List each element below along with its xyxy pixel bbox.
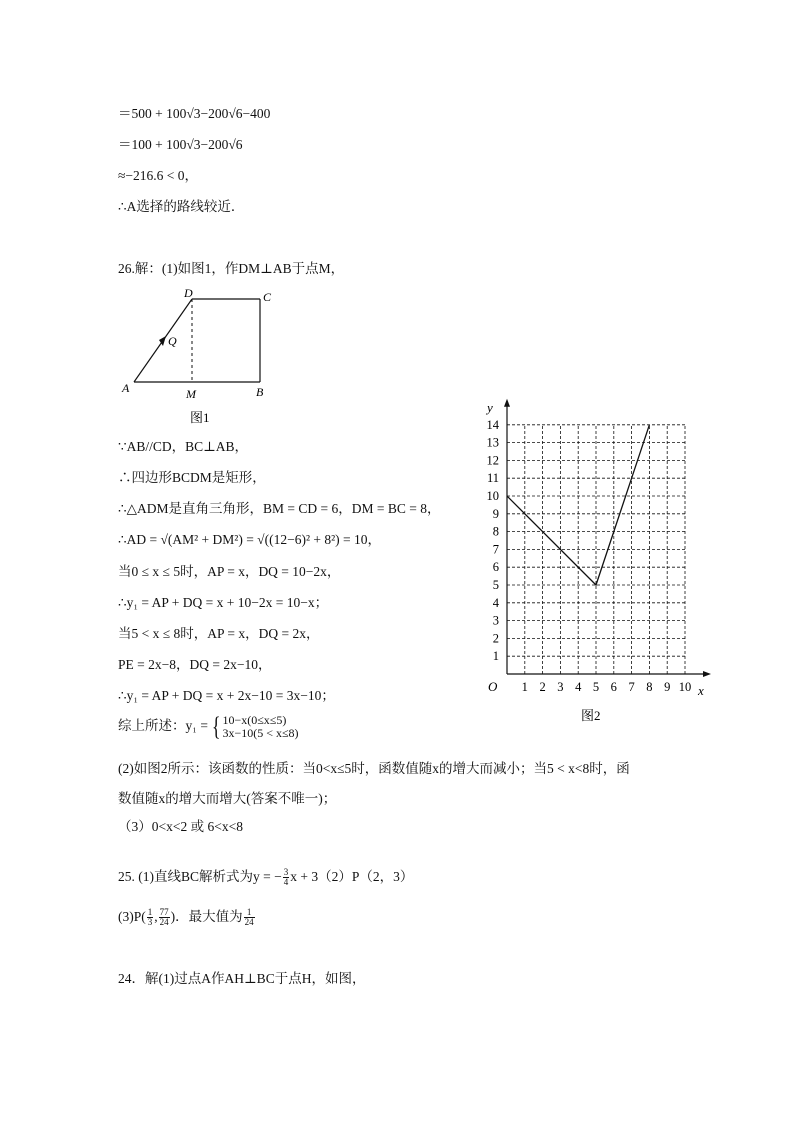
y-tick-label: 4 [492, 595, 499, 610]
case-1-condition: 当0 ≤ x ≤ 5时，AP = x，DQ = 10−2x， [118, 564, 341, 579]
part-2-line-1: (2)如图2所示：该函数的性质：当0<x≤5时，函数值随x的增大而减小；当5 < x<8时，函 [118, 761, 630, 776]
y-tick-label: 9 [492, 506, 499, 521]
piecewise-summary: 综上所述：y₁ = { 10−x(0≤x≤5) 3x−10(5 < x≤8) [118, 712, 299, 741]
y-axis-arrow-icon [504, 399, 510, 407]
case-2-condition: 当5 < x ≤ 8时，AP = x，DQ = 2x， [118, 626, 320, 641]
x-tick-label: 3 [557, 680, 564, 694]
case-2-expression: ∴y₁ = AP + DQ = x + 2x−10 = 3x−10； [118, 688, 335, 703]
label-M: M [186, 387, 196, 401]
right-triangle-line: ∴△ADM是直角三角形，BM = CD = 6，DM = BC = 8， [118, 501, 441, 516]
x-tick-label: 5 [592, 680, 600, 694]
ad-length-line: ∴AD = √(AM² + DM²) = √((12−6)² + 8²) = 10， [118, 532, 382, 547]
x-tick-label: 7 [628, 680, 635, 694]
rectangle-line: ∴四边形BCDM是矩形， [118, 470, 266, 485]
x-tick-label: 6 [610, 680, 617, 694]
y-tick-label: 6 [492, 560, 499, 575]
y-tick-label: 2 [492, 631, 499, 646]
y-tick-label: 14 [486, 417, 499, 432]
x-tick-label: 8 [646, 680, 653, 694]
x-axis-label: x [698, 683, 704, 698]
x-tick-label: 2 [539, 680, 546, 694]
y-tick-label: 7 [492, 542, 499, 557]
y-tick-label: 10 [486, 489, 499, 503]
problem-26-heading: 26.解：(1)如图1，作DM⊥AB于点M， [118, 261, 345, 276]
label-A: A [122, 381, 130, 395]
label-C: C [263, 290, 272, 304]
x-tick-label: 10 [678, 680, 692, 694]
case-2-lengths: PE = 2x−8，DQ = 2x−10， [118, 657, 272, 672]
figure-1-caption: 图1 [190, 410, 210, 425]
problem-25-line-2: (3)P( $\frac{1}{3}$ , $\frac{77}{24}$ )．最大值为 $\frac{1}{24}$ [118, 907, 254, 928]
y-tick-label: 8 [492, 524, 499, 539]
problem-25-line-1: 25. (1)直线BC解析式为y = − $\frac{3}{4}$ x + 3（2）P（2，3） [118, 867, 414, 888]
given-line: ∵AB//CD，BC⊥AB， [118, 439, 249, 454]
y-tick-label: 5 [492, 578, 499, 592]
y-tick-label: 3 [492, 613, 499, 628]
y-tick-label: 1 [492, 649, 499, 664]
origin-label: O [488, 679, 498, 694]
label-Q: Q [168, 334, 177, 348]
conclusion-line: ∴A选择的路线较近． [118, 199, 245, 214]
problem-24-line: 24．解(1)过点A作AH⊥BC于点H，如图， [118, 971, 366, 986]
label-B: B [256, 385, 264, 399]
y-axis-label: y [487, 400, 493, 415]
piecewise-case-2: 3x−10(5 < x≤8) [222, 726, 299, 740]
figure-2-caption: 图2 [581, 708, 601, 723]
piecewise-case-1: 10−x(0≤x≤5) [222, 713, 287, 727]
x-axis-arrow-icon [703, 671, 711, 677]
y-tick-label: 13 [486, 435, 499, 450]
part-2-line-2: 数值随x的增大而增大(答案不唯一)； [118, 791, 337, 806]
figure-1-trapezoid [110, 284, 300, 426]
label-D: D [184, 286, 193, 300]
part-3-line: （3）0<x<2 或 6<x<8 [118, 819, 243, 834]
equation-line-3: ≈−216.6 < 0， [118, 168, 199, 183]
figure-2-chart [470, 395, 720, 730]
piecewise-prefix: 综上所述：y₁ = [118, 718, 208, 734]
x-tick-label: 9 [664, 680, 671, 694]
case-1-expression: ∴y₁ = AP + DQ = x + 10−2x = 10−x； [118, 595, 329, 610]
equation-line-2: ＝100 + 100√3−200√6 [118, 137, 243, 152]
y-tick-label: 11 [486, 471, 499, 486]
y-tick-label: 12 [486, 453, 499, 468]
equation-line-1: ＝500 + 100√3−200√6−400 [118, 106, 271, 121]
x-tick-label: 1 [521, 680, 528, 694]
x-tick-label: 4 [575, 680, 582, 694]
